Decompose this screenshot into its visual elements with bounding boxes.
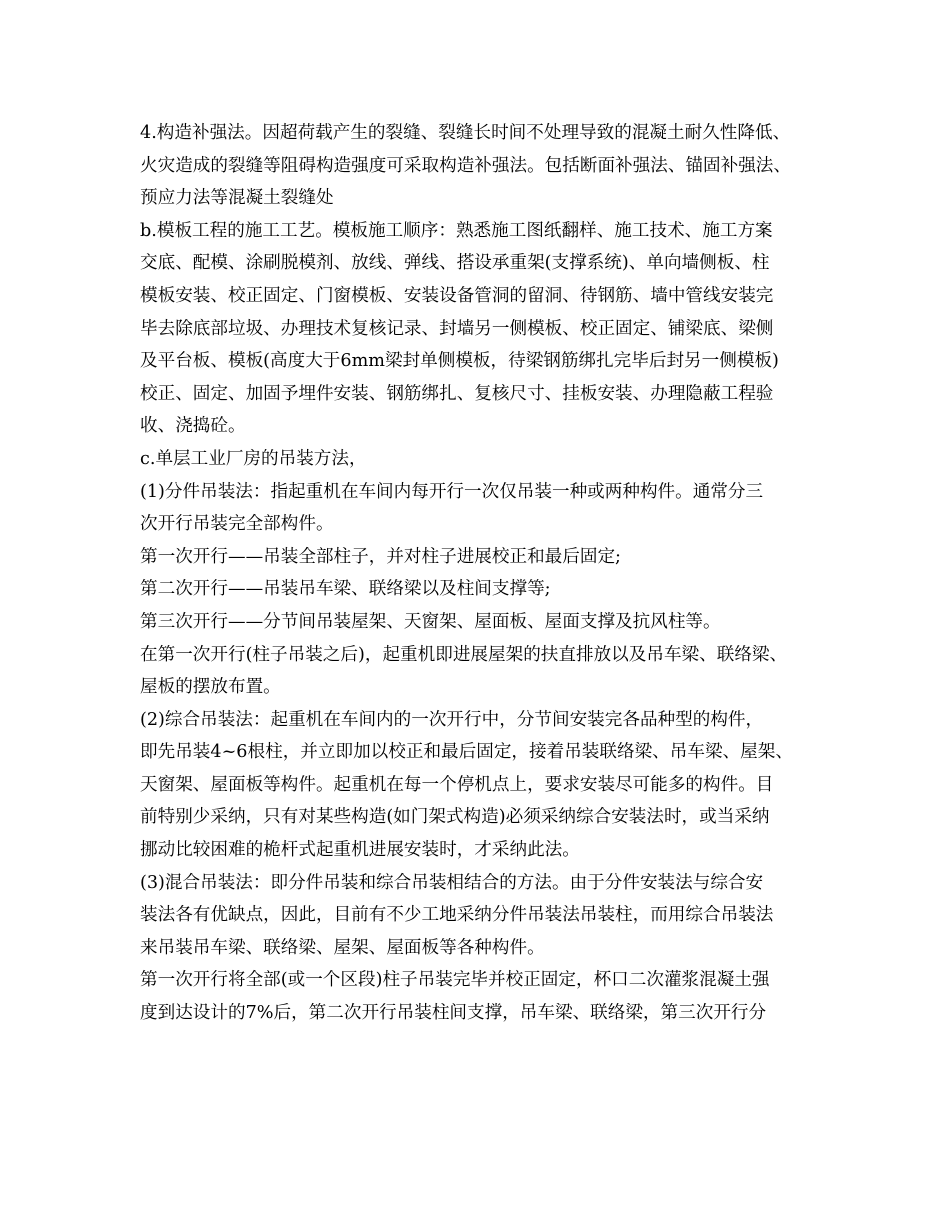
text-line: 挪动比较困难的桅杆式起重机进展安装时，才采纳此法。 <box>140 840 580 861</box>
text-line: 校正、固定、加固予埋件安装、钢筋绑扎、复核尺寸、挂板安装、办理隐蔽工程验 <box>140 383 774 404</box>
text-line: b.模板工程的施工工艺。模板施工顺序：熟悉施工图纸翻样、施工技术、施工方案 <box>140 220 773 241</box>
text-line: 及平台板、模板(高度大于6mm梁封单侧模板，待梁钢筋绑扎完毕后封另一侧模板) <box>140 351 779 372</box>
text-line: (2)综合吊装法：起重机在车间内的一次开行中，分节间安装完各品种型的构件， <box>140 709 764 730</box>
text-line: (3)混合吊装法：即分件吊装和综合吊装相结合的方法。由于分件安装法与综合安 <box>140 872 764 893</box>
text-line: 火灾造成的裂缝等阻碍构造强度可采取构造补强法。包括断面补强法、锚固补强法、 <box>140 155 791 176</box>
text-line: 第三次开行——分节间吊装屋架、天窗架、屋面板、屋面支撑及抗风柱等。 <box>140 611 721 632</box>
text-line: (1)分件吊装法：指起重机在车间内每开行一次仅吊装一种或两种构件。通常分三 <box>140 481 764 502</box>
text-line: 第一次开行将全部(或一个区段)柱子吊装完毕并校正固定，杯口二次灌浆混凝土强 <box>140 970 770 991</box>
text-line: 第二次开行——吊装吊车梁、联络梁以及柱间支撑等; <box>140 579 551 600</box>
text-line: 度到达设计的7%后，第二次开行吊装柱间支撑，吊车梁、联络梁，第三次开行分 <box>140 1003 767 1024</box>
document-body <box>140 117 820 1030</box>
text-line: 在第一次开行(柱子吊装之后)，起重机即进展屋架的扶直排放以及吊车梁、联络梁、 <box>140 644 788 665</box>
text-line: 模板安装、校正固定、门窗模板、安装设备管洞的留洞、待钢筋、墙中管线安装完 <box>140 285 774 306</box>
text-line: c.单层工业厂房的吊装方法， <box>140 448 367 469</box>
text-line: 即先吊装4~6根柱，并立即加以校正和最后固定，接着吊装联络梁、吊车梁、屋架、 <box>140 742 793 763</box>
text-line: 来吊装吊车梁、联络梁、屋架、屋面板等各种构件。 <box>140 937 545 958</box>
text-line: 第一次开行——吊装全部柱子，并对柱子进展校正和最后固定; <box>140 546 621 567</box>
text-line: 天窗架、屋面板等构件。起重机在每一个停机点上，要求安装尽可能多的构件。目 <box>140 774 774 795</box>
text-line: 交底、配模、涂刷脱模剂、放线、弹线、搭设承重架(支撑系统)、单向墙侧板、柱 <box>140 253 770 274</box>
text-line: 预应力法等混凝土裂缝处 <box>140 188 334 209</box>
text-line: 毕去除底部垃圾、办理技术复核记录、封墙另一侧模板、校正固定、铺梁底、梁侧 <box>140 318 774 339</box>
text-line: 屋板的摆放布置。 <box>140 677 281 698</box>
text-line: 前特别少采纳，只有对某些构造(如门架式构造)必须采纳综合安装法时，或当采纳 <box>140 807 770 828</box>
text-line: 收、浇捣砼。 <box>140 416 246 437</box>
text-line: 装法各有优缺点，因此，目前有不少工地采纳分件吊装法吊装柱，而用综合吊装法 <box>140 905 774 926</box>
text-line: 4.构造补强法。因超荷载产生的裂缝、裂缝长时间不处理导致的混凝土耐久性降低、 <box>140 123 791 143</box>
text-line: 次开行吊装完全部构件。 <box>140 514 334 535</box>
